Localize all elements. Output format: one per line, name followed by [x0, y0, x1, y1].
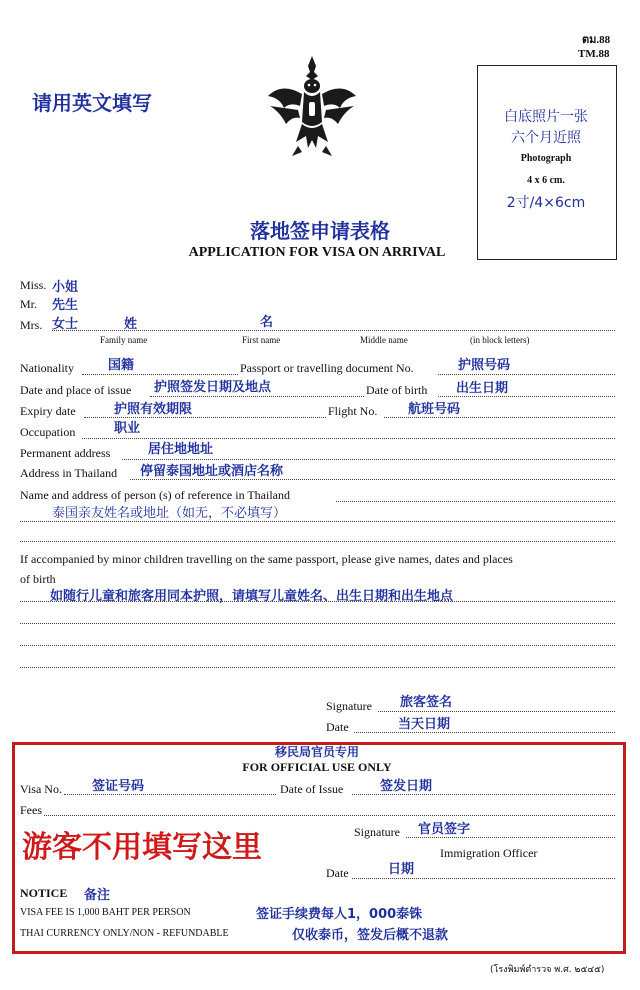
- official-title-cn: 移民局官员专用: [274, 745, 359, 759]
- flight-field[interactable]: [384, 417, 615, 418]
- official-date-cn: 日期: [388, 862, 415, 877]
- official-date-label: Date: [326, 866, 349, 880]
- signature-label: Signature: [326, 699, 372, 713]
- reference-field[interactable]: [336, 501, 615, 502]
- block-letters-caption: (in block letters): [470, 335, 530, 345]
- fee-line-cn: 签证手续费每人1，000泰铢: [256, 907, 423, 922]
- mr-cn: 先生: [52, 298, 79, 313]
- official-title: FOR OFFICIAL USE ONLY: [242, 760, 392, 774]
- mr-label: Mr.: [20, 297, 38, 311]
- thai-address-label: Address in Thailand: [20, 466, 118, 480]
- middle-name-caption: Middle name: [360, 335, 408, 345]
- official-date-field[interactable]: [352, 878, 615, 879]
- first-name-cn: 名: [260, 315, 274, 330]
- family-name-caption: Family name: [100, 335, 148, 345]
- fees-field[interactable]: [44, 815, 615, 816]
- miss-cn: 小姐: [52, 280, 79, 295]
- photo-label: Photograph: [520, 153, 572, 164]
- thai-address-cn: 停留泰国地址或酒店名称: [140, 464, 284, 479]
- issue-cn: 护照签发日期及地点: [154, 380, 272, 395]
- reference-label: Name and address of person (s) of reference in Thailand: [20, 488, 290, 502]
- date-of-issue-cn: 签发日期: [380, 779, 433, 794]
- nationality-cn: 国籍: [108, 358, 135, 373]
- minors-line-3[interactable]: [20, 645, 615, 646]
- immigration-officer-label: Immigration Officer: [440, 846, 538, 860]
- date-label: Date: [326, 720, 349, 734]
- notice-cn: 备注: [84, 888, 111, 903]
- photo-note-cn-1: 白底照片一张: [504, 109, 588, 125]
- visa-no-field[interactable]: [64, 794, 276, 795]
- date-of-issue-label: Date of Issue: [280, 782, 344, 796]
- date-of-issue-field[interactable]: [352, 794, 615, 795]
- minors-line-4[interactable]: [20, 667, 615, 668]
- first-name-caption: First name: [242, 335, 281, 345]
- minors-label-2: of birth: [20, 572, 56, 586]
- minors-line-2[interactable]: [20, 623, 615, 624]
- minors-line-1[interactable]: [20, 601, 615, 602]
- thai-address-field[interactable]: [130, 479, 615, 480]
- family-name-cn: 姓: [124, 317, 138, 332]
- mrs-label: Mrs.: [20, 318, 43, 332]
- passport-field[interactable]: [438, 374, 615, 375]
- nationality-label: Nationality: [20, 361, 74, 375]
- flight-label: Flight No.: [328, 404, 378, 418]
- currency-line-cn: 仅收泰币，签发后概不退款: [292, 928, 449, 943]
- passport-label: Passport or travelling document No.: [240, 361, 414, 375]
- official-signature-cn: 官员签字: [418, 822, 471, 837]
- signature-cn: 旅客签名: [400, 695, 453, 710]
- form-code-thai: ตม.88: [582, 34, 611, 46]
- official-signature-field[interactable]: [406, 837, 615, 838]
- form-code: TM.88: [578, 48, 610, 60]
- photo-note-cn-2: 六个月近照: [511, 130, 581, 146]
- occupation-label: Occupation: [20, 425, 76, 439]
- official-signature-label: Signature: [354, 825, 400, 839]
- mrs-cn: 女士: [52, 317, 79, 332]
- occupation-cn: 职业: [114, 421, 141, 436]
- visa-no-label: Visa No.: [20, 782, 62, 796]
- print-note: (โรงพิมพ์ตำรวจ พ.ศ. ๒๕๔๕): [490, 965, 605, 975]
- name-line[interactable]: [52, 330, 615, 331]
- miss-label: Miss.: [20, 278, 47, 292]
- expiry-cn: 护照有效期限: [114, 402, 193, 417]
- date-cn: 当天日期: [398, 717, 451, 732]
- issue-label: Date and place of issue: [20, 383, 132, 397]
- photo-size-en: 4 x 6 cm.: [527, 175, 565, 186]
- notice-label: NOTICE: [20, 886, 68, 900]
- garuda-emblem-icon: [262, 52, 362, 160]
- birth-label: Date of birth: [366, 383, 428, 397]
- reference-line-3[interactable]: [20, 541, 615, 542]
- permanent-address-label: Permanent address: [20, 446, 111, 460]
- minors-cn: 如随行儿童和旅客用同本护照，请填写儿童姓名、出生日期和出生地点: [50, 589, 454, 604]
- signature-field[interactable]: [378, 711, 615, 712]
- title-en: APPLICATION FOR VISA ON ARRIVAL: [188, 245, 446, 260]
- date-field[interactable]: [354, 732, 615, 733]
- currency-line: THAI CURRENCY ONLY/NON - REFUNDABLE: [20, 928, 229, 939]
- fees-label: Fees: [20, 803, 42, 817]
- issue-field[interactable]: [150, 396, 364, 397]
- visa-no-cn: 签证号码: [92, 779, 145, 794]
- reference-cn: 泰国亲友姓名或地址（如无，不必填写）: [52, 506, 287, 521]
- title-cn: 落地签申请表格: [250, 219, 390, 243]
- permanent-address-cn: 居住地地址: [148, 442, 214, 457]
- birth-field[interactable]: [438, 396, 615, 397]
- photo-size-cn: 2寸/4×6cm: [506, 195, 586, 211]
- fee-line: VISA FEE IS 1,000 BAHT PER PERSON: [20, 907, 191, 918]
- minors-label-1: If accompanied by minor children travelling on the same passport, please give names, dates and places: [20, 552, 513, 566]
- tourist-note: 游客不用填写这里: [22, 830, 262, 865]
- passport-cn: 护照号码: [458, 358, 511, 373]
- birth-cn: 出生日期: [456, 381, 509, 396]
- fill-in-english-note: 请用英文填写: [32, 91, 152, 115]
- expiry-label: Expiry date: [20, 404, 76, 418]
- nationality-field[interactable]: [82, 374, 238, 375]
- flight-cn: 航班号码: [408, 402, 461, 417]
- reference-line-2[interactable]: [20, 521, 615, 522]
